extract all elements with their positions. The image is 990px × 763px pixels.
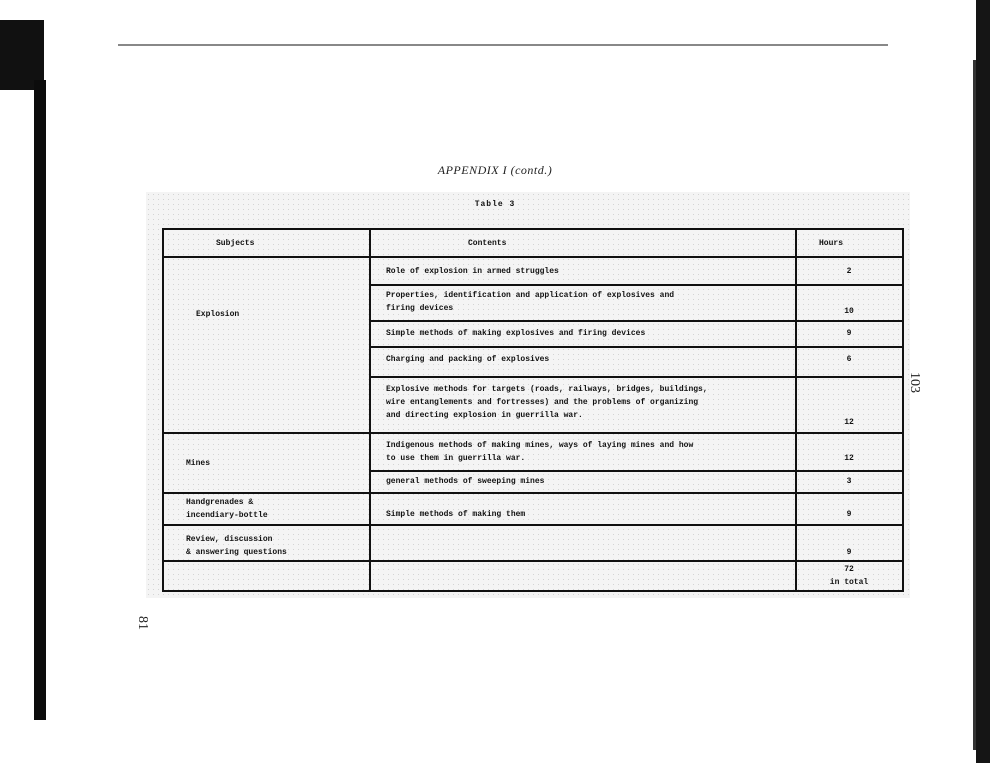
hours-cell: 10	[844, 307, 854, 316]
hours-cell: 2	[846, 267, 852, 276]
top-rule	[118, 44, 888, 46]
row-divider	[164, 492, 902, 494]
contents-cell: Role of explosion in armed struggles	[386, 267, 559, 276]
row-divider	[369, 320, 902, 322]
scan-edge-shadow	[976, 0, 990, 763]
row-divider	[164, 432, 902, 434]
subject-cell: Explosion	[196, 310, 240, 319]
hours-cell: 9	[846, 548, 852, 557]
page-number-left: 81	[135, 616, 150, 630]
total-hours-cell: 72 in total	[829, 565, 869, 587]
hours-cell: 12	[844, 454, 854, 463]
header-contents: Contents	[468, 239, 507, 248]
subject-cell: Mines	[186, 459, 211, 468]
curriculum-table	[162, 228, 904, 592]
header-subjects: Subjects	[216, 239, 255, 248]
page-number-right: 103	[907, 372, 922, 393]
row-divider	[164, 524, 902, 526]
hours-cell: 9	[846, 510, 852, 519]
appendix-heading: APPENDIX I (contd.)	[437, 163, 553, 177]
contents-cell: Simple methods of making them	[386, 510, 526, 519]
row-divider	[164, 256, 902, 258]
hours-cell: 6	[846, 355, 852, 364]
contents-cell: Explosive methods for targets (roads, railways, bridges, buildings, wire entanglements and fortresses) and the problems of organizing and directing explosion in guerrilla war.	[386, 385, 708, 420]
contents-cell: Simple methods of making explosives and firing devices	[386, 329, 646, 338]
row-divider	[164, 560, 902, 562]
contents-cell: Properties, identification and application of explosives and firing devices	[386, 291, 675, 313]
subject-cell: Review, discussion & answering questions	[186, 535, 287, 557]
row-divider	[369, 346, 902, 348]
row-divider	[369, 376, 902, 378]
contents-cell: Indigenous methods of making mines, ways of laying mines and how to use them in guerrilla war.	[386, 441, 694, 463]
header-hours: Hours	[819, 239, 844, 248]
hours-cell: 9	[846, 329, 852, 338]
hours-cell: 3	[846, 477, 852, 486]
row-divider	[369, 284, 902, 286]
table-label: Table 3	[474, 200, 516, 209]
contents-cell: Charging and packing of explosives	[386, 355, 550, 364]
hours-cell: 12	[844, 418, 854, 427]
row-divider	[369, 470, 902, 472]
contents-cell: general methods of sweeping mines	[386, 477, 545, 486]
subject-cell: Handgrenades & incendiary-bottle	[186, 498, 268, 520]
